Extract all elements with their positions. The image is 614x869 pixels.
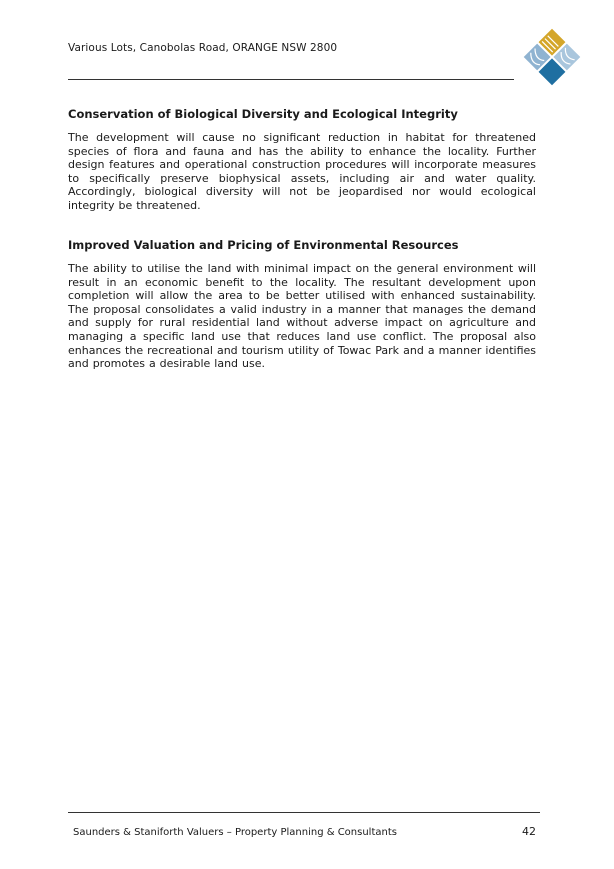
section-heading: Conservation of Biological Diversity and Ecological Integrity (68, 107, 458, 121)
section-heading: Improved Valuation and Pricing of Environmental Resources (68, 238, 459, 252)
company-logo-icon (523, 28, 581, 86)
section-body: The ability to utilise the land with minimal impact on the general environment will result in an economic benefit to the locality. The resultant development upon completion will allow the area to be better utilised with enhanced sustainability. The proposal consolidates a valid industry in a manner that manages the demand and supply for rural residential land without adverse impact on agriculture and managing a specific land use that reduces land use conflict. The proposal also enhances the recreational and tourism utility of Towac Park and a manner identifies and promotes a desirable land use. (68, 262, 536, 371)
page-number: 42 (522, 825, 536, 838)
footer-company: Saunders & Staniforth Valuers – Property Planning & Consultants (73, 827, 397, 838)
header-address: Various Lots, Canobolas Road, ORANGE NSW 2800 (68, 42, 338, 54)
section-environmental-valuation (68, 238, 536, 371)
section-biological-diversity (68, 107, 536, 213)
section-body: The development will cause no significant reduction in habitat for threatened species of flora and fauna and has the ability to enhance the locality. Further design features and operational construction procedures will incorporate measures to specifically preserve biophysical assets, including air and water quality. Accordingly, biological diversity will not be jeopardised nor would ecological integrity be threatened. (68, 131, 536, 212)
footer-divider (68, 812, 540, 813)
header-divider (68, 79, 514, 80)
